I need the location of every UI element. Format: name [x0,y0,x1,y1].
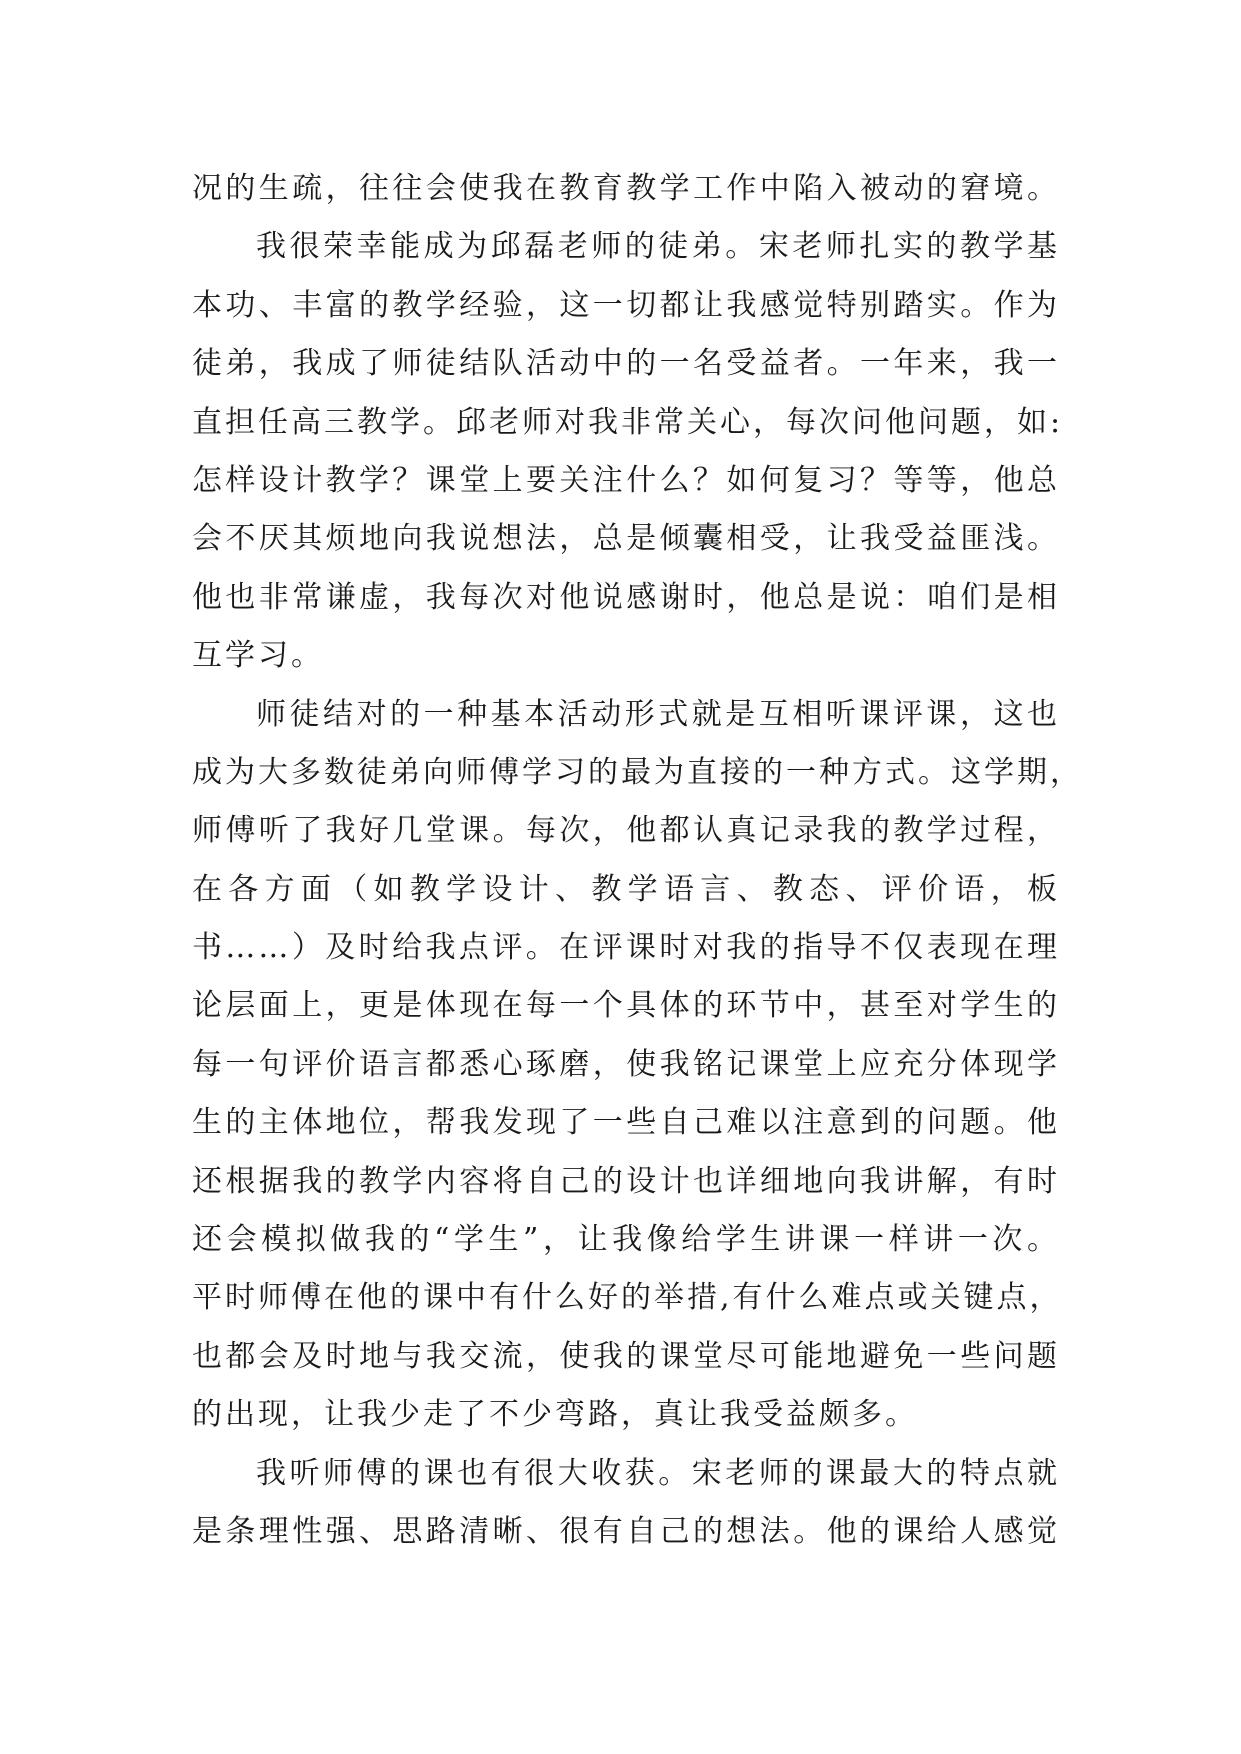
text-line: 书……）及时给我点评。在评课时对我的指导不仅表现在理 [192,930,1060,966]
text-line: 在各方面（如教学设计、教学语言、教态、评价语，板 [192,871,1060,907]
paragraph-first-line: 我听师傅的课也有很大收获。宋老师的课最大的特点就 [256,1455,1060,1491]
text-line: 师傅听了我好几堂课。每次，他都认真记录我的教学过程， [192,813,1060,849]
text-line: 还根据我的教学内容将自己的设计也详细地向我讲解，有时 [192,1163,1060,1199]
text-line: 生的主体地位，帮我发现了一些自己难以注意到的问题。他 [192,1105,1060,1141]
paragraph-first-line: 我很荣幸能成为邱磊老师的徒弟。宋老师扎实的教学基 [256,229,1060,265]
paragraph-first-line: 师徒结对的一种基本活动形式就是互相听课评课，这也 [256,696,1060,732]
text-line: 互学习。 [192,638,324,674]
text-line: 直担任高三教学。邱老师对我非常关心，每次问他问题，如: [192,404,1064,440]
text-line: 本功、丰富的教学经验，这一切都让我感觉特别踏实。作为 [192,287,1060,323]
text-line: 怎样设计教学？课堂上要关注什么？如何复习？等等，他总 [192,462,1060,498]
text-line: 平时师傅在他的课中有什么好的举措,有什么难点或关键点， [192,1280,1063,1316]
text-line: 还会模拟做我的“学生”，让我像给学生讲课一样讲一次。 [192,1222,1060,1258]
text-line: 也都会及时地与我交流，使我的课堂尽可能地避免一些问题 [192,1338,1060,1374]
text-line: 的出现，让我少走了不少弯路，真让我受益颇多。 [192,1397,918,1433]
text-line: 每一句评价语言都悉心琢磨，使我铭记课堂上应充分体现学 [192,1046,1060,1082]
text-line: 况的生疏，往往会使我在教育教学工作中陷入被动的窘境。 [192,171,1060,206]
text-line: 徒弟，我成了师徒结队活动中的一名受益者。一年来，我一 [192,346,1060,382]
text-line: 他也非常谦虚，我每次对他说感谢时，他总是说：咱们是相 [192,579,1060,615]
body-text [192,160,1083,1561]
text-line: 是条理性强、思路清晰、很有自己的想法。他的课给人感觉 [192,1513,1060,1549]
text-line: 会不厌其烦地向我说想法，总是倾囊相受，让我受益匪浅。 [192,521,1060,557]
text-line: 论层面上，更是体现在每一个具体的环节中，甚至对学生的 [192,988,1060,1024]
text-line: 成为大多数徒弟向师傅学习的最为直接的一种方式。这学期， [192,754,1083,790]
